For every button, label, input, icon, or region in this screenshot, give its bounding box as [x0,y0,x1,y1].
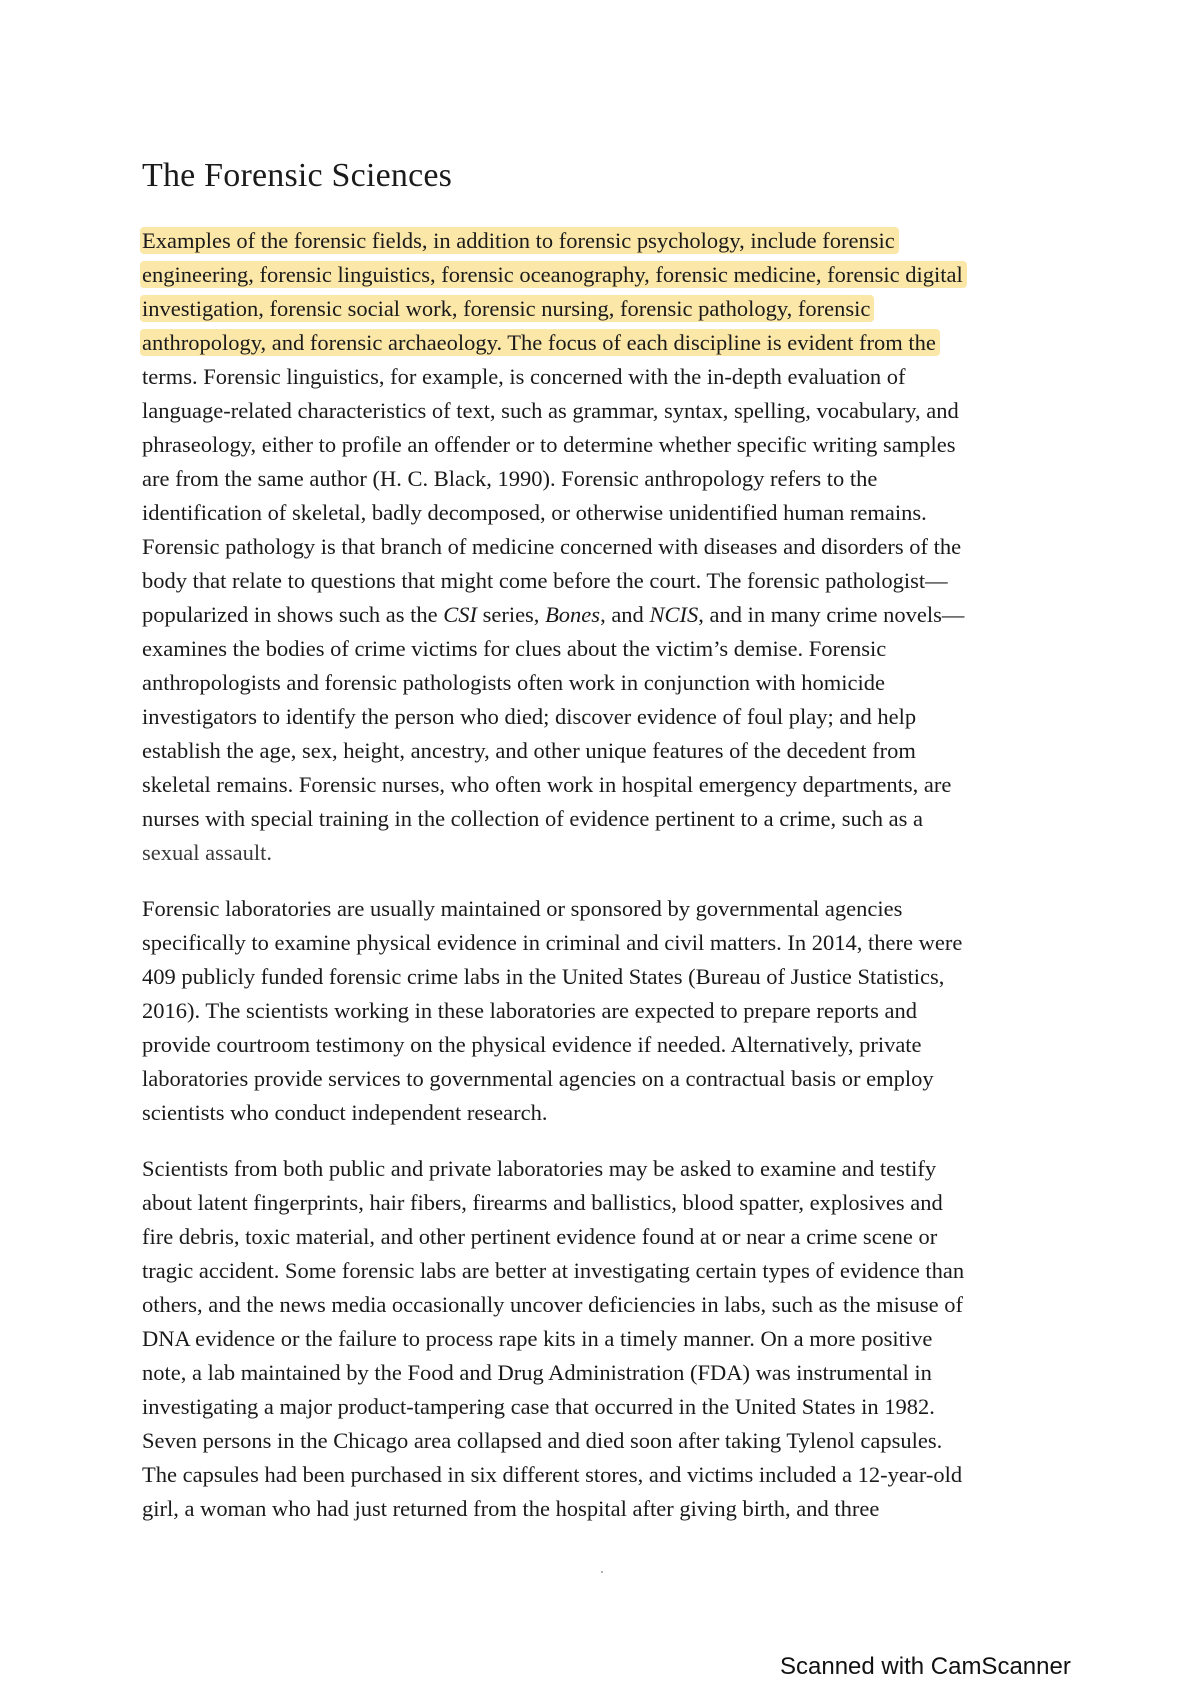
italic-title-csi: CSI [443,602,477,627]
text-line [142,258,1077,292]
text-line [142,292,1077,326]
text-line: terms. Forensic linguistics, for example, is concerned with the in-depth evaluation of [142,364,906,389]
text-line: Forensic pathology is that branch of medicine concerned with diseases and disorders of the [142,534,962,559]
text-segment: , and in many crime novels— [698,602,965,627]
text-line: establish the age, sex, height, ancestry, and other unique features of the decedent from [142,738,916,763]
text-line [142,326,1077,360]
highlighted-text: anthropology, and forensic archaeology. The focus of each discipline is evident from the [140,329,940,356]
paragraph-3 [142,1152,1077,1526]
text-line: anthropologists and forensic pathologists often work in conjunction with homicide [142,670,886,695]
highlighted-text: investigation, forensic social work, forensic nursing, forensic pathology, forensic [140,295,874,322]
text-line: scientists who conduct independent research. [142,1100,548,1125]
text-line: investigators to identify the person who died; discover evidence of foul play; and help [142,704,917,729]
italic-title-ncis: NCIS [649,602,699,627]
text-line: sexual assault. [142,840,272,865]
document-body [142,224,1077,1548]
text-line: specifically to examine physical evidence in criminal and civil matters. In 2014, there were [142,930,963,955]
text-line: Forensic laboratories are usually maintained or sponsored by governmental agencies [142,896,903,921]
text-line: DNA evidence or the failure to process rape kits in a timely manner. On a more positive [142,1326,933,1351]
italic-title-bones: Bones [545,602,601,627]
text-line: 2016). The scientists working in these laboratories are expected to prepare reports and [142,998,917,1023]
text-line: nurses with special training in the collection of evidence pertinent to a crime, such as a [142,806,923,831]
text-line: are from the same author (H. C. Black, 1990). Forensic anthropology refers to the [142,466,878,491]
text-line: identification of skeletal, badly decomposed, or otherwise unidentified human remains. [142,500,927,525]
text-line: laboratories provide services to governmental agencies on a contractual basis or employ [142,1066,934,1091]
highlighted-text: Examples of the forensic fields, in addition to forensic psychology, include forensic [140,227,899,254]
text-line: skeletal remains. Forensic nurses, who often work in hospital emergency departments, are [142,772,952,797]
text-segment: popularized in shows such as the [142,602,444,627]
text-line: about latent fingerprints, hair fibers, firearms and ballistics, blood spatter, explosives and [142,1190,943,1215]
text-line: examines the bodies of crime victims for clues about the victim’s demise. Forensic [142,636,887,661]
highlighted-text: engineering, forensic linguistics, forensic oceanography, forensic medicine, forensic digital [140,261,967,288]
text-line-with-italics [142,598,1077,632]
text-segment: , and [600,602,650,627]
text-line: Scientists from both public and private laboratories may be asked to examine and testify [142,1156,937,1181]
text-line: note, a lab maintained by the Food and Drug Administration (FDA) was instrumental in [142,1360,932,1385]
text-line: phraseology, either to profile an offender or to determine whether specific writing samples [142,432,956,457]
paragraph-1 [142,224,1077,870]
text-line [142,224,1077,258]
text-line: language-related characteristics of text, such as grammar, syntax, spelling, vocabulary, and [142,398,959,423]
text-line: The capsules had been purchased in six different stores, and victims included a 12-year-old [142,1462,963,1487]
scan-speck [601,1571,603,1573]
text-line: girl, a woman who had just returned from the hospital after giving birth, and three [142,1496,880,1521]
camscanner-watermark: Scanned with CamScanner [780,1653,1071,1680]
text-segment: series, [476,602,546,627]
text-line: fire debris, toxic material, and other pertinent evidence found at or near a crime scene or [142,1224,938,1249]
paragraph-2 [142,892,1077,1130]
text-line: investigating a major product-tampering case that occurred in the United States in 1982. [142,1394,935,1419]
text-line: tragic accident. Some forensic labs are better at investigating certain types of evidence than [142,1258,965,1283]
page-title: The Forensic Sciences [142,157,453,194]
text-line: Seven persons in the Chicago area collapsed and died soon after taking Tylenol capsules. [142,1428,943,1453]
text-line: body that relate to questions that might come before the court. The forensic pathologist— [142,568,948,593]
text-line: provide courtroom testimony on the physical evidence if needed. Alternatively, private [142,1032,922,1057]
text-line: 409 publicly funded forensic crime labs in the United States (Bureau of Justice Statistics, [142,964,945,989]
text-line: others, and the news media occasionally uncover deficiencies in labs, such as the misuse of [142,1292,963,1317]
